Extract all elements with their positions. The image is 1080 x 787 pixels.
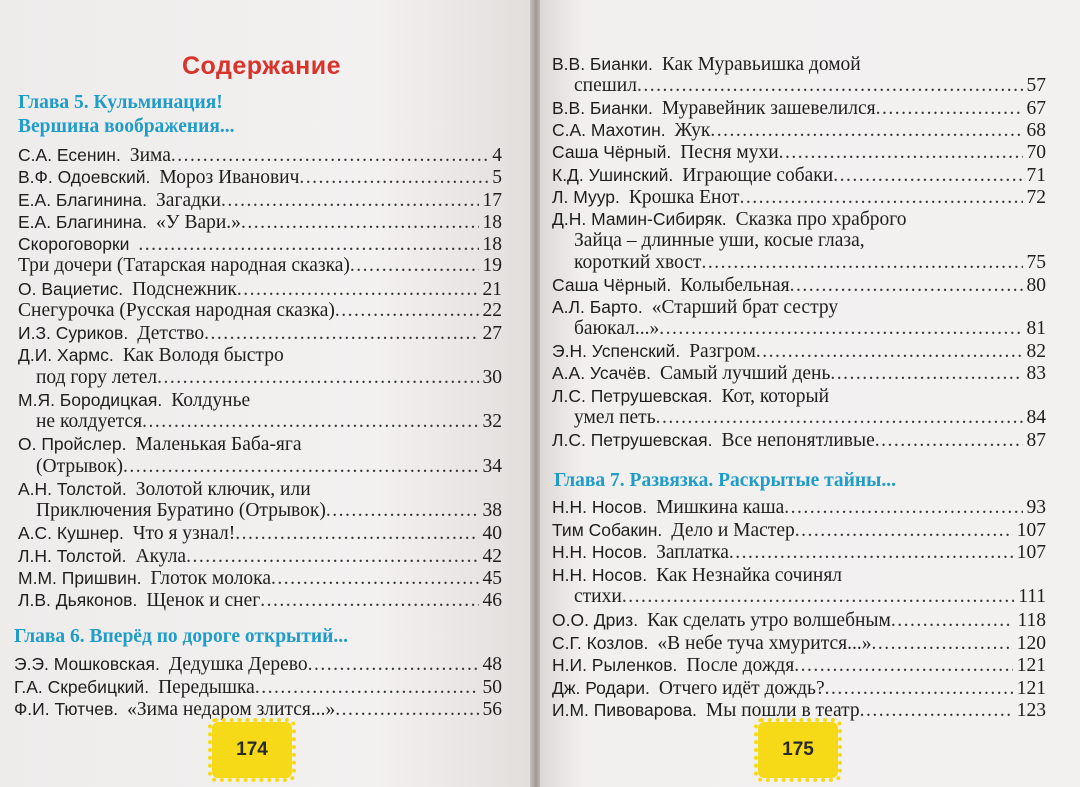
toc-entry-continuation — [574, 406, 1046, 430]
toc-entry — [18, 477, 502, 501]
toc-title-continuation: (Отрывок) — [36, 455, 123, 477]
toc-title: Самый лучший день — [659, 363, 831, 385]
toc-title-continuation: баюкал...» — [574, 318, 660, 340]
toc-author: В.Ф. Одоевский. — [18, 167, 151, 188]
toc-title: Жук — [674, 120, 711, 142]
toc-title: Кот, который — [721, 385, 830, 407]
toc-author: Дж. Родари. — [552, 677, 650, 698]
toc-entry — [18, 521, 502, 545]
toc-title: «Старший брат сестру — [651, 297, 839, 319]
toc-page-number: 121 — [1016, 655, 1046, 677]
toc-title-continuation: Приключения Буратино (Отрывок) — [36, 500, 326, 521]
toc-page-number: 40 — [482, 523, 502, 545]
dot-leader — [871, 632, 1012, 656]
toc-author: Л.В. Дьяконов. — [18, 590, 138, 610]
toc-title: Муравейник зашевелился — [661, 98, 876, 120]
toc-entry-continuation — [574, 585, 1046, 609]
toc-author: Саша Чёрный. — [552, 142, 672, 163]
toc-entry — [18, 299, 502, 323]
toc-entry — [552, 540, 1046, 564]
chapter-5-heading-line1: Глава 5. Кульминация! — [18, 92, 223, 113]
chapter-6-heading: Глава 6. Вперёд по дороге открытий... — [14, 626, 348, 647]
toc-title: Снегурочка (Русская народная сказка) — [18, 299, 335, 321]
toc-author: И.М. Пивоварова. — [552, 700, 697, 721]
toc-title: Сказка про храброго — [735, 208, 907, 230]
toc-entry — [14, 652, 502, 676]
toc-entry-continuation: Зайца – длинные уши, косые глаза, — [574, 229, 865, 251]
toc-title-continuation: короткий хвост — [574, 251, 702, 273]
toc-page-number: 107 — [1016, 542, 1046, 564]
toc-author: Э.Н. Успенский. — [552, 341, 681, 362]
dot-leader — [308, 653, 479, 677]
toc-entry — [552, 676, 1046, 700]
toc-title: Зима — [129, 145, 171, 166]
toc-author: Л. Муур. — [552, 186, 620, 207]
toc-entry — [552, 339, 1046, 363]
dot-leader — [656, 406, 1023, 430]
toc-entry — [552, 608, 1046, 632]
toc-entry — [552, 207, 1046, 231]
toc-entry — [552, 631, 1046, 655]
toc-author: А.Н. Толстой. — [18, 478, 127, 499]
toc-page-number: 67 — [1026, 98, 1046, 120]
dot-leader — [875, 429, 1023, 453]
toc-page-number: 80 — [1026, 275, 1046, 296]
toc-title-continuation: умел петь — [574, 406, 656, 428]
toc-page-number: 68 — [1026, 120, 1046, 142]
dot-leader — [825, 677, 1013, 701]
toc-author: Тим Собакин. — [552, 519, 663, 540]
toc-title: Колыбельная — [680, 275, 790, 296]
toc-title: Как Незнайка сочинял — [656, 564, 843, 586]
toc-entry — [18, 566, 502, 590]
toc-page-number: 5 — [492, 167, 502, 189]
toc-title: После дождя — [686, 655, 795, 677]
toc-entry — [18, 232, 502, 256]
toc-author: А.С. Кушнер. — [18, 523, 124, 544]
toc-entry — [552, 384, 1046, 408]
toc-entry — [552, 428, 1046, 452]
dot-leader — [701, 251, 1022, 275]
toc-entry — [552, 52, 1046, 76]
toc-page-number: 46 — [482, 590, 502, 611]
toc-entry-continuation — [574, 74, 1046, 98]
toc-page-number: 18 — [482, 234, 502, 255]
toc-author: Н.Н. Носов. — [552, 497, 648, 517]
toc-title: Мы пошли в театр — [705, 700, 860, 722]
toc-author: Н.Н. Носов. — [552, 542, 648, 563]
page-number-badge: 175 — [758, 722, 838, 778]
toc-page-number: 81 — [1026, 318, 1046, 340]
toc-title: Подснежник — [132, 278, 237, 300]
toc-entry — [552, 518, 1046, 542]
toc-author: Д.И. Хармс. — [18, 345, 114, 366]
toc-author: Н.И. Рыленков. — [552, 655, 678, 676]
dot-leader — [784, 496, 1022, 520]
toc-page-number: 22 — [482, 299, 502, 321]
toc-title: Все непонятливые — [721, 429, 875, 451]
toc-entry — [552, 295, 1046, 319]
toc-page-number: 19 — [482, 255, 502, 277]
toc-entry — [18, 210, 502, 234]
toc-entry — [18, 388, 502, 412]
dot-leader — [326, 499, 479, 523]
toc-page-number: 75 — [1026, 251, 1046, 273]
toc-title: Глоток молока — [150, 567, 272, 589]
toc-author: С.А. Махотин. — [552, 120, 666, 141]
toc-entry — [552, 563, 1046, 587]
dot-leader — [637, 74, 1023, 98]
toc-title: Детство — [137, 323, 205, 344]
toc-page-number: 83 — [1026, 363, 1046, 385]
toc-entry — [18, 432, 502, 456]
toc-author: Е.А. Благинина. — [18, 211, 148, 232]
toc-title: Мороз Иванович — [159, 167, 300, 189]
toc-title: Как сделать утро волшебным — [647, 610, 891, 631]
toc-page-number: 21 — [482, 278, 502, 300]
dot-leader — [350, 254, 479, 278]
toc-entry-continuation — [36, 366, 502, 390]
chapter-7-heading: Глава 7. Развязка. Раскрытые тайны... — [554, 470, 896, 491]
toc-title: Играющие собаки — [682, 164, 834, 186]
dot-leader — [123, 455, 479, 479]
toc-entry-continuation — [574, 317, 1046, 341]
toc-title: Щенок и снег — [146, 590, 261, 611]
toc-entry — [552, 653, 1046, 677]
toc-entry — [552, 140, 1046, 164]
toc-author: Е.А. Благинина. — [18, 189, 148, 210]
toc-author: О. Пройслер. — [18, 434, 127, 455]
toc-page-number: 4 — [492, 145, 502, 166]
right-page — [540, 0, 1080, 787]
toc-title: «Зима недаром злится...» — [127, 699, 336, 720]
toc-title: Как Володя быстро — [122, 345, 284, 367]
toc-entry — [552, 495, 1046, 519]
toc-title: Три дочери (Татарская народная сказка) — [18, 255, 350, 277]
toc-page-number: 120 — [1016, 632, 1046, 654]
toc-author: С.Г. Козлов. — [552, 632, 649, 653]
toc-page-number: 42 — [482, 545, 502, 567]
toc-title-continuation: спешил — [574, 75, 637, 97]
toc-page-number: 17 — [482, 189, 502, 211]
toc-title: Маленькая Баба-яга — [135, 434, 302, 456]
toc-page-number: 121 — [1016, 677, 1046, 699]
toc-entry-continuation — [36, 499, 502, 523]
toc-title: Мишкина каша — [656, 497, 785, 518]
toc-page-number: 45 — [482, 567, 502, 589]
toc-author: И.З. Суриков. — [18, 323, 129, 343]
toc-author: М.М. Пришвин. — [18, 567, 142, 588]
dot-leader — [255, 676, 479, 700]
toc-author: Н.Н. Носов. — [552, 564, 648, 585]
toc-page-number: 48 — [482, 654, 502, 675]
toc-entry — [552, 118, 1046, 142]
toc-page-number: 71 — [1026, 164, 1046, 186]
toc-title: Отчего идёт дождь? — [658, 677, 825, 699]
toc-title-continuation: не колдуется — [36, 411, 143, 432]
toc-page-number: 57 — [1026, 75, 1046, 97]
toc-entry — [552, 273, 1046, 297]
toc-title: Дело и Мастер — [671, 519, 795, 541]
toc-author: Д.Н. Мамин-Сибиряк. — [552, 208, 727, 229]
toc-entry — [552, 361, 1046, 385]
toc-entry — [18, 588, 502, 612]
toc-title: Золотой ключик, или — [135, 478, 311, 500]
toc-entry — [18, 343, 502, 367]
toc-entry — [18, 277, 502, 301]
dot-leader — [335, 698, 478, 722]
dot-leader — [335, 299, 479, 323]
toc-entry — [18, 188, 502, 212]
toc-page-number: 123 — [1016, 700, 1046, 722]
toc-title: «В небе туча хмурится...» — [657, 632, 872, 654]
toc-author: А.Л. Барто. — [552, 297, 643, 318]
toc-entry — [552, 163, 1046, 187]
toc-author: Э.Э. Мошковская. — [14, 654, 160, 674]
toc-page-number: 56 — [482, 699, 502, 720]
toc-page-number: 38 — [482, 500, 502, 521]
toc-author: Г.А. Скребицкий. — [14, 676, 150, 697]
dot-leader — [795, 519, 1013, 543]
toc-page-number: 34 — [482, 455, 502, 477]
toc-entry — [14, 675, 502, 699]
dot-leader — [260, 589, 478, 613]
toc-entry-continuation — [574, 251, 1046, 275]
toc-title: Дедушка Дерево — [168, 654, 308, 675]
toc-title: Что я узнал! — [132, 523, 236, 545]
dot-leader — [891, 609, 1014, 633]
toc-title: «У Вари.» — [156, 211, 241, 233]
toc-title-continuation: стихи — [574, 586, 622, 608]
toc-author: В.В. Бианки. — [552, 54, 653, 74]
contents-title: Содержание — [182, 52, 342, 80]
toc-author: Л.С. Петрушевская. — [552, 429, 713, 450]
toc-page-number: 27 — [482, 323, 502, 344]
toc-title: Скороговорки — [18, 234, 130, 254]
dot-leader — [142, 410, 478, 434]
toc-entry-continuation — [36, 410, 502, 434]
chapter-5-heading-line2: Вершина воображения... — [18, 116, 235, 137]
toc-entry — [552, 185, 1046, 209]
toc-page-number: 87 — [1026, 429, 1046, 451]
toc-title: Заплатка — [656, 542, 729, 564]
toc-page-number: 50 — [482, 676, 502, 698]
toc-title: Разгром — [689, 341, 756, 363]
toc-title: Акула — [135, 545, 187, 567]
toc-page-number: 84 — [1026, 406, 1046, 428]
toc-entry — [18, 321, 502, 345]
dot-leader — [729, 541, 1013, 565]
left-page — [0, 0, 532, 787]
toc-page-number: 18 — [482, 211, 502, 233]
toc-author: М.Я. Бородицкая. — [18, 389, 163, 410]
toc-author: К.Д. Ушинский. — [552, 164, 674, 185]
toc-entry — [18, 544, 502, 568]
toc-page-number: 72 — [1026, 186, 1046, 208]
toc-author: Ф.И. Тютчев. — [14, 699, 119, 719]
toc-page-number: 118 — [1017, 610, 1046, 631]
toc-page-number: 111 — [1018, 586, 1046, 608]
toc-page-number: 70 — [1026, 142, 1046, 164]
toc-author: Л.Н. Толстой. — [18, 545, 127, 566]
toc-entry — [18, 165, 502, 189]
toc-page-number: 82 — [1026, 341, 1046, 363]
dot-leader — [659, 317, 1022, 341]
page-number-badge: 174 — [212, 722, 292, 778]
toc-title: Песня мухи — [680, 142, 779, 164]
toc-entry-continuation — [36, 455, 502, 479]
toc-title: Крошка Енот — [628, 186, 740, 208]
toc-author: О. Вациетис. — [18, 278, 124, 299]
dot-leader — [860, 699, 1013, 723]
toc-page-number: 93 — [1026, 497, 1046, 518]
toc-author: В.В. Бианки. — [552, 98, 653, 119]
toc-title: Как Муравьишка домой — [661, 54, 861, 75]
toc-entry — [552, 96, 1046, 120]
dot-leader — [622, 585, 1014, 609]
dot-leader — [157, 366, 478, 390]
toc-author: Л.С. Петрушевская. — [552, 385, 713, 406]
toc-title: Передышка — [158, 676, 255, 698]
toc-author: Саша Чёрный. — [552, 275, 672, 295]
toc-entry — [18, 143, 502, 167]
toc-entry — [18, 254, 502, 278]
toc-title: Загадки — [156, 189, 221, 211]
toc-author: О.О. Дриз. — [552, 610, 639, 630]
toc-author: С.А. Есенин. — [18, 145, 121, 165]
toc-page-number: 107 — [1016, 519, 1046, 541]
toc-title-continuation: под гору летел — [36, 366, 158, 388]
dot-leader — [794, 654, 1013, 678]
toc-page-number: 30 — [482, 366, 502, 388]
toc-page-number: 32 — [482, 411, 502, 432]
toc-author: А.А. Усачёв. — [552, 363, 651, 384]
toc-title: Колдунье — [171, 389, 251, 411]
